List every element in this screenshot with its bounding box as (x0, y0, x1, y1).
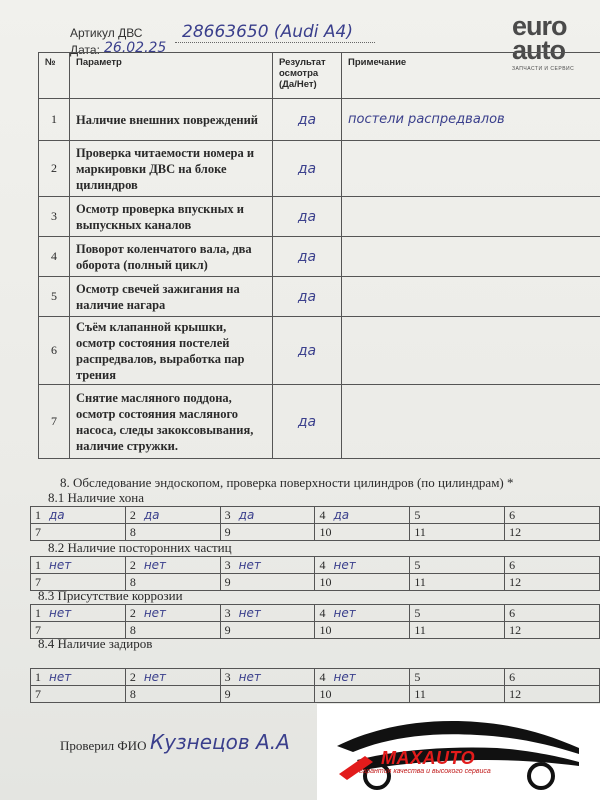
row-param: Проверка читаемости номера и маркировки ДВС на блоке цилиндров (70, 141, 273, 197)
grid-cell: 8 (125, 686, 220, 703)
section8-title: 8. Обследование эндоскопом, проверка поверхности цилиндров (по цилиндрам) * (60, 475, 514, 490)
row-result: да (273, 317, 342, 385)
grid-cell: 2 нет (125, 557, 220, 574)
table-row (39, 141, 600, 197)
subsection-title: 8.2 Наличие посторонних частиц (48, 540, 232, 555)
cylinder-grid-corrosion (30, 604, 600, 639)
row-note (342, 237, 600, 277)
row-result: да (273, 99, 342, 141)
maxauto-watermark (317, 704, 600, 800)
grid-cell: 11 (410, 574, 505, 591)
col-result: Результат осмотра (Да/Нет) (273, 53, 342, 99)
grid-cell: 12 (505, 574, 600, 591)
grid-cell: 1 нет (31, 605, 126, 622)
row-note (342, 197, 600, 237)
row-note (342, 141, 600, 197)
grid-cell: 5 (410, 605, 505, 622)
table-row (39, 277, 600, 317)
grid-cell: 7 (31, 686, 126, 703)
row-number: 2 (39, 141, 70, 197)
grid-cell: 2 нет (125, 669, 220, 686)
table-row (39, 237, 600, 277)
grid-cell: 7 (31, 574, 126, 591)
grid-cell: 10 (315, 524, 410, 541)
article-underline (175, 42, 375, 43)
subsection-title: 8.3 Присутствие коррозии (38, 588, 183, 603)
grid-cell: 5 (410, 507, 505, 524)
row-param: Осмотр проверка впускных и выпускных каналов (70, 197, 273, 237)
grid-cell: 10 (315, 686, 410, 703)
grid-cell: 12 (505, 524, 600, 541)
grid-cell: 6 (505, 605, 600, 622)
col-no: № (39, 53, 70, 99)
row-number: 4 (39, 237, 70, 277)
grid-cell: 3 нет (220, 557, 315, 574)
article-value: 28663650 (Audi A4) (182, 22, 353, 42)
table-row (39, 99, 600, 141)
table-header-row (39, 53, 600, 99)
row-result: да (273, 277, 342, 317)
row-param: Осмотр свечей зажигания на наличие нагара (70, 277, 273, 317)
row-note (342, 317, 600, 385)
grid-cell: 4 нет (315, 557, 410, 574)
logo-subtitle: ЗАПЧАСТИ И СЕРВИС (512, 66, 575, 72)
grid-cell: 7 (31, 524, 126, 541)
grid-cell: 4 нет (315, 605, 410, 622)
grid-cell: 3 нет (220, 605, 315, 622)
row-note: постели распредвалов (342, 99, 600, 141)
row-result: да (273, 237, 342, 277)
row-note (342, 277, 600, 317)
grid-cell: 11 (410, 524, 505, 541)
grid-cell: 10 (315, 622, 410, 639)
date-label: Дата: (70, 43, 100, 57)
col-note: Примечание (342, 53, 600, 99)
grid-cell: 1 да (31, 507, 126, 524)
table-row (39, 197, 600, 237)
grid-cell: 7 (31, 622, 126, 639)
brand-tagline: гарантия качества и высокого сервиса (359, 768, 491, 775)
row-note (342, 385, 600, 459)
brand-name: MAXAUTO (381, 748, 476, 768)
grid-cell: 2 нет (125, 605, 220, 622)
cylinder-grid-hone (30, 506, 600, 541)
table-row (39, 317, 600, 385)
article-label: Артикул ДВС (70, 26, 143, 40)
grid-cell: 1 нет (31, 669, 126, 686)
grid-cell: 12 (505, 622, 600, 639)
grid-cell: 11 (410, 622, 505, 639)
grid-cell: 6 (505, 507, 600, 524)
grid-cell: 6 (505, 557, 600, 574)
inspection-table (38, 52, 600, 459)
checked-by-label: Проверил ФИО (60, 738, 147, 753)
date-value: 26.02.25 (104, 40, 167, 56)
grid-cell: 6 (505, 669, 600, 686)
grid-cell: 1 нет (31, 557, 126, 574)
grid-cell: 3 да (220, 507, 315, 524)
grid-cell: 5 (410, 557, 505, 574)
grid-cell: 2 да (125, 507, 220, 524)
grid-cell: 8 (125, 622, 220, 639)
grid-cell: 11 (410, 686, 505, 703)
grid-cell: 4 да (315, 507, 410, 524)
cylinder-grid-particles (30, 556, 600, 591)
signature: Кузнецов А.А (150, 730, 290, 754)
row-number: 5 (39, 277, 70, 317)
row-result: да (273, 141, 342, 197)
row-number: 1 (39, 99, 70, 141)
subsection-title: 8.1 Наличие хона (48, 490, 144, 505)
subsection-title: 8.4 Наличие задиров (38, 636, 153, 651)
grid-cell: 9 (220, 524, 315, 541)
cylinder-grid-scoring (30, 668, 600, 703)
row-number: 7 (39, 385, 70, 459)
grid-cell: 9 (220, 574, 315, 591)
logo-line2: auto (512, 35, 565, 65)
grid-cell: 9 (220, 622, 315, 639)
row-number: 6 (39, 317, 70, 385)
row-result: да (273, 385, 342, 459)
grid-cell: 9 (220, 686, 315, 703)
grid-cell: 8 (125, 524, 220, 541)
row-param: Съём клапанной крышки, осмотр состояния постелей распредвалов, выработка пар трения (70, 317, 273, 385)
table-row (39, 385, 600, 459)
row-param: Поворот коленчатого вала, два оборота (полный цикл) (70, 237, 273, 277)
row-number: 3 (39, 197, 70, 237)
grid-cell: 8 (125, 574, 220, 591)
grid-cell: 12 (505, 686, 600, 703)
grid-cell: 3 нет (220, 669, 315, 686)
grid-cell: 10 (315, 574, 410, 591)
grid-cell: 4 нет (315, 669, 410, 686)
row-param: Наличие внешних повреждений (70, 99, 273, 141)
logo-line1: euro (512, 11, 567, 41)
col-param: Параметр (70, 53, 273, 99)
row-result: да (273, 197, 342, 237)
row-param: Снятие масляного поддона, осмотр состояния масляного насоса, следы закоксовывания, наличие стружки. (70, 385, 273, 459)
grid-cell: 5 (410, 669, 505, 686)
